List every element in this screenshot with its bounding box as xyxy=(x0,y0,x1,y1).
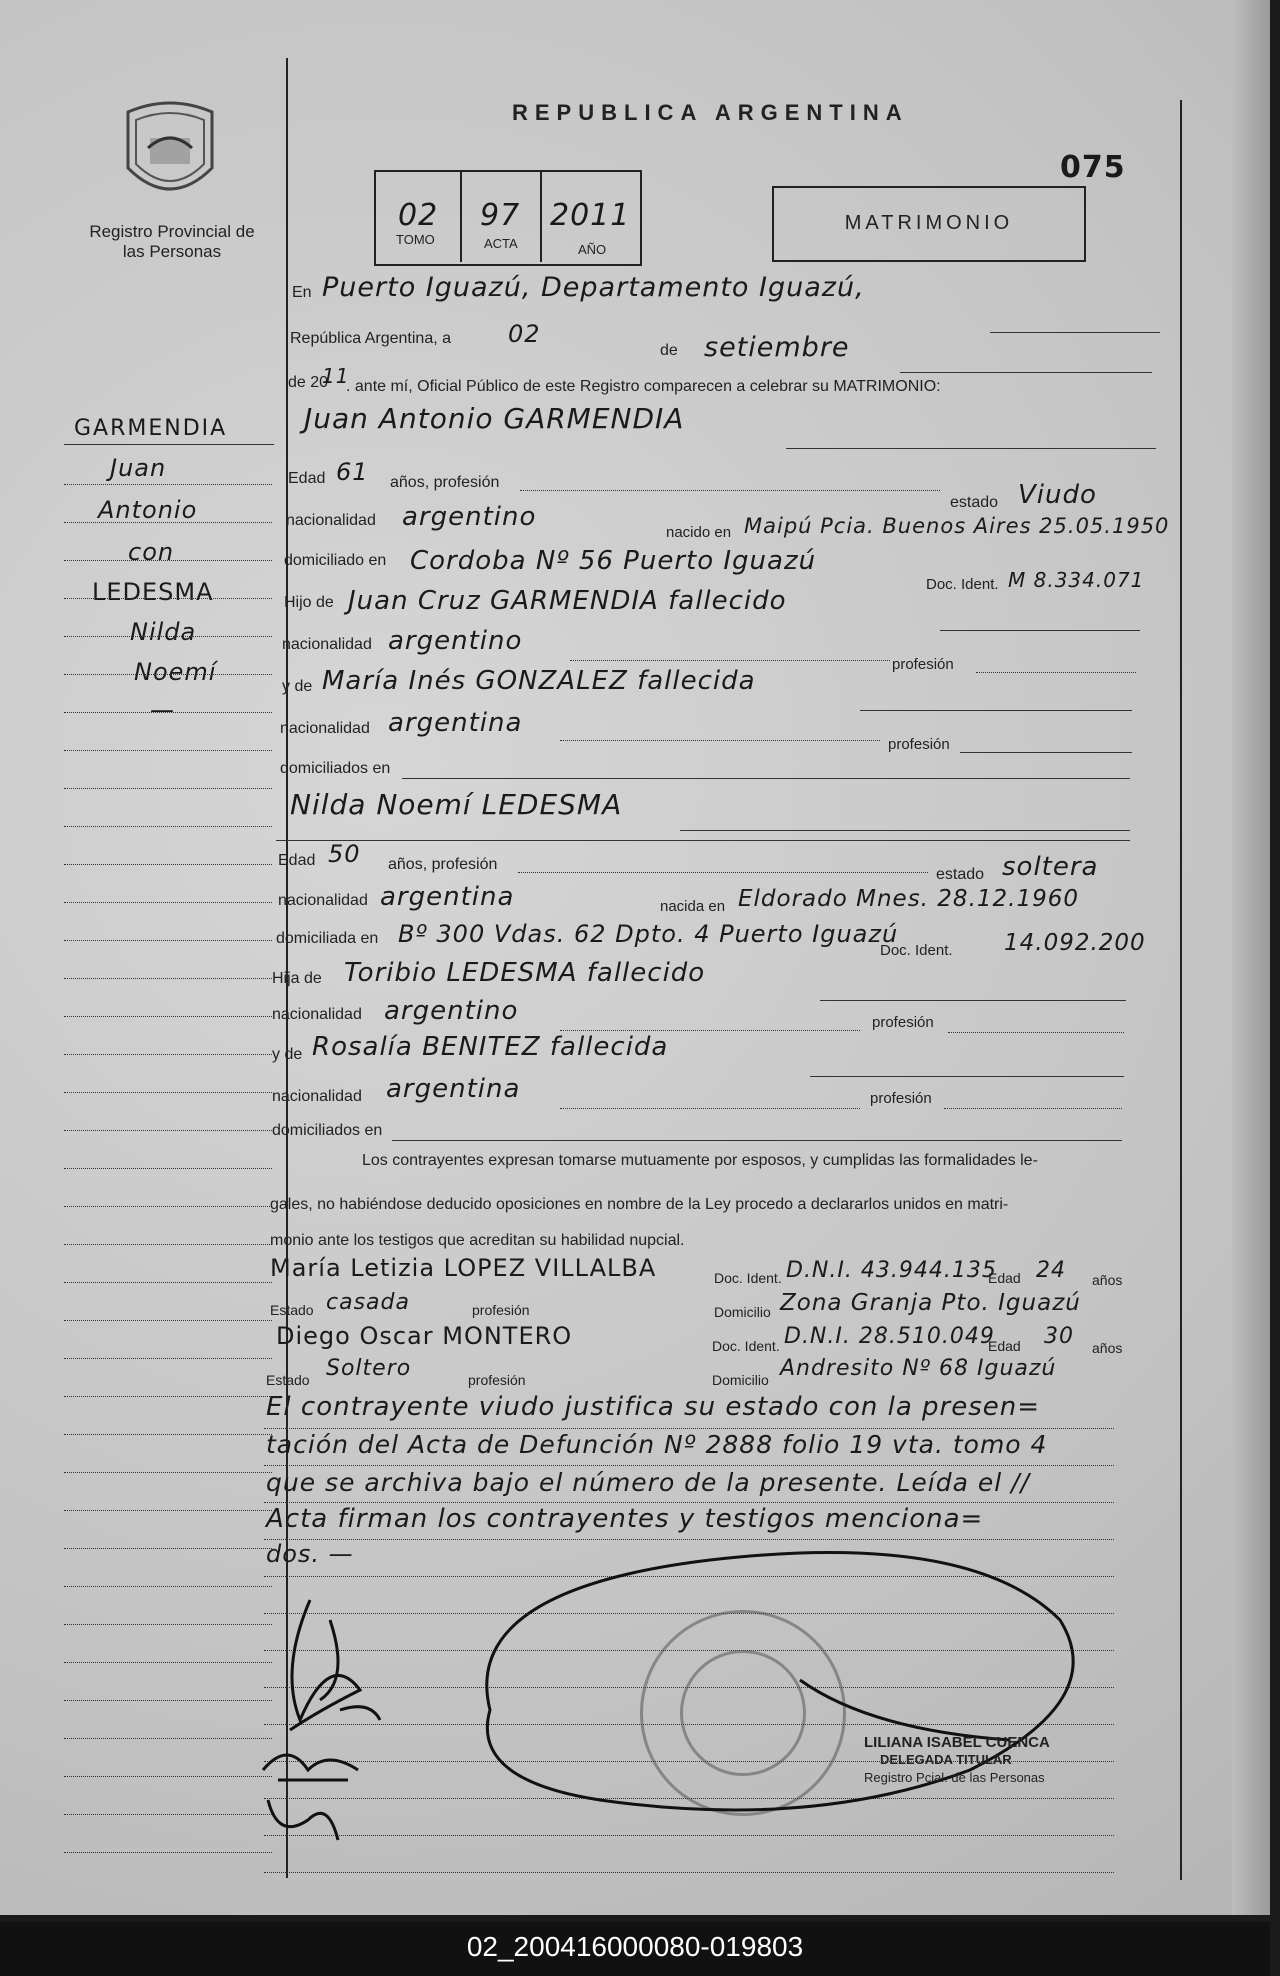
groom-nacido-label: nacido en xyxy=(666,524,732,541)
bride-estado: soltera xyxy=(1002,852,1099,882)
record-box-divider xyxy=(540,170,542,262)
ruled-line xyxy=(64,978,272,979)
ruled-line xyxy=(64,1662,272,1663)
ruled-line xyxy=(64,1700,272,1701)
record-box-divider xyxy=(460,170,462,262)
sidebar-line: Noemí xyxy=(134,658,217,686)
acta-label: ACTA xyxy=(484,236,518,251)
witness2-estado: Soltero xyxy=(326,1356,412,1381)
groom-father-nac-label: nacionalidad xyxy=(282,636,372,653)
bride-nacionalidad: argentina xyxy=(380,882,515,912)
ruled-line xyxy=(64,1548,272,1549)
ruled-line xyxy=(64,1396,272,1397)
bride-domicilio-label: domiciliada en xyxy=(276,930,379,947)
groom-edad-label: Edad xyxy=(288,470,326,487)
groom-yde-label: y de xyxy=(282,678,313,695)
provincial-seal xyxy=(118,98,222,206)
ruled-line xyxy=(64,788,272,789)
groom-profesion-label: años, profesión xyxy=(390,474,500,491)
page-edge xyxy=(1232,0,1270,1915)
bride-profesion-label: años, profesión xyxy=(388,856,498,873)
en-label: En xyxy=(292,284,312,301)
ruled-line xyxy=(64,1624,272,1625)
groom-domiciliados-label: domiciliados en xyxy=(280,760,391,777)
ruled-line xyxy=(64,484,272,485)
witness1-estado-label: Estado xyxy=(270,1302,314,1318)
official-title: DELEGADA TITULAR xyxy=(880,1752,1012,1767)
groom-mother: María Inés GONZALEZ fallecida xyxy=(322,666,756,696)
ruled-line xyxy=(64,1510,272,1511)
ruled-line xyxy=(64,560,272,561)
ante-text: . ante mí, Oficial Público de este Registro comparecen a celebrar su MATRIMONIO: xyxy=(346,378,941,395)
bride-nacionalidad-label: nacionalidad xyxy=(278,892,368,909)
sidebar-line: Antonio xyxy=(98,496,198,524)
sidebar-line: Nilda xyxy=(130,618,197,646)
groom-father: Juan Cruz GARMENDIA fallecido xyxy=(348,586,787,616)
ruled-line xyxy=(64,750,272,751)
bride-estado-label: estado xyxy=(936,866,985,883)
witness2-domicilio-label: Domicilio xyxy=(712,1372,769,1388)
bride-nacida: Eldorado Mnes. 28.12.1960 xyxy=(738,886,1079,912)
bride-father-nac: argentino xyxy=(384,996,519,1026)
groom-doc: M 8.334.071 xyxy=(1008,568,1145,592)
bride-nacida-label: nacida en xyxy=(660,898,726,915)
witness1-profesion-label: profesión xyxy=(472,1302,530,1318)
groom-nacionalidad: argentino xyxy=(402,502,537,532)
ruled-line xyxy=(64,1244,272,1245)
witness2-doc: D.N.I. 28.510.049 xyxy=(784,1324,995,1349)
ruled-line xyxy=(64,1738,272,1739)
sidebar-line: GARMENDIA xyxy=(74,416,228,441)
ruled-line xyxy=(64,864,272,865)
witness2-domicilio: Andresito Nº 68 Iguazú xyxy=(780,1356,1057,1381)
witness2-edad-label: Edad xyxy=(988,1338,1021,1354)
ruled-line xyxy=(264,1428,1114,1429)
groom-domicilio-label: domiciliado en xyxy=(284,552,387,569)
day-value: 02 xyxy=(508,320,541,348)
witness1-doc: D.N.I. 43.944.135 xyxy=(786,1258,997,1283)
ruled-line xyxy=(64,674,272,675)
tomo-value: 02 xyxy=(398,198,439,233)
ruled-line xyxy=(64,1092,272,1093)
ruled-line xyxy=(64,636,272,637)
witness1-doc-label: Doc. Ident. xyxy=(714,1270,782,1286)
ruled-line xyxy=(64,1814,272,1815)
witness1-estado: casada xyxy=(326,1290,410,1315)
official-name: LILIANA ISABEL CUENCA xyxy=(864,1734,1050,1751)
groom-doc-label: Doc. Ident. xyxy=(926,576,999,593)
groom-hijo-label: Hijo de xyxy=(284,594,334,611)
groom-estado: Viudo xyxy=(1018,480,1097,510)
bride-profesion3-label: profesión xyxy=(870,1090,932,1107)
witness1-edad-label: Edad xyxy=(988,1270,1021,1286)
ruled-line xyxy=(64,1320,272,1321)
bride-father: Toribio LEDESMA fallecido xyxy=(344,958,706,988)
ruled-line xyxy=(64,940,272,941)
ruled-line xyxy=(64,598,272,599)
witness2-edad: 30 xyxy=(1044,1324,1074,1349)
groom-nacionalidad-label: nacionalidad xyxy=(286,512,376,529)
sidebar-line: Juan xyxy=(110,454,167,482)
witness2-estado-label: Estado xyxy=(266,1372,310,1388)
year-label: de 20 xyxy=(288,374,329,391)
country-title: REPUBLICA ARGENTINA xyxy=(512,100,909,125)
ruled-line xyxy=(64,1130,272,1131)
witness1-domicilio-label: Domicilio xyxy=(714,1304,771,1320)
ruled-line xyxy=(64,1472,272,1473)
place-value: Puerto Iguazú, Departamento Iguazú, xyxy=(322,272,865,303)
bride-doc: 14.092.200 xyxy=(1004,930,1146,956)
bride-hija-label: Hija de xyxy=(272,970,322,987)
right-margin-rule xyxy=(1180,100,1182,1880)
ruled-line xyxy=(64,1586,272,1587)
record-type: MATRIMONIO xyxy=(844,212,1014,234)
witness1-edad: 24 xyxy=(1036,1258,1066,1283)
ruled-line xyxy=(64,1054,272,1055)
bride-edad-label: Edad xyxy=(278,852,316,869)
ruled-line xyxy=(64,1282,272,1283)
bride-father-nac-label: nacionalidad xyxy=(272,1006,362,1023)
ruled-line xyxy=(64,826,272,827)
month-value: setiembre xyxy=(704,332,850,363)
republica-label: República Argentina, a xyxy=(290,330,451,347)
registry-name: Registro Provincial de las Personas xyxy=(89,222,255,261)
sidebar-line: — xyxy=(150,696,175,724)
witness1-name: María Letizia LOPEZ VILLALBA xyxy=(270,1254,657,1282)
note-line: que se archiva bajo el número de la presente. Leída el // xyxy=(266,1468,1030,1497)
groom-father-nac: argentino xyxy=(388,626,523,656)
sidebar-line: LEDESMA xyxy=(92,578,214,606)
signature-groom xyxy=(270,1590,390,1740)
bride-domiciliados-label: domiciliados en xyxy=(272,1122,383,1139)
bride-domicilio: Bº 300 Vdas. 62 Dpto. 4 Puerto Iguazú xyxy=(398,920,899,948)
de-label: de xyxy=(660,342,678,359)
ruled-line xyxy=(64,1358,272,1359)
ruled-line xyxy=(64,522,272,523)
ruled-line xyxy=(264,1465,1114,1466)
ruled-line xyxy=(64,1852,272,1853)
witness2-name: Diego Oscar MONTERO xyxy=(276,1322,573,1350)
ruled-line xyxy=(64,1776,272,1777)
page-number: 075 xyxy=(1060,150,1126,185)
groom-edad: 61 xyxy=(336,458,369,486)
declaration-line-1: Los contrayentes expresan tomarse mutuamente por esposos, y cumplidas las formalidades le- xyxy=(362,1152,1038,1169)
groom-profesion2-label: profesión xyxy=(892,656,954,673)
witness2-profesion-label: profesión xyxy=(468,1372,526,1388)
groom-name: Juan Antonio GARMENDIA xyxy=(304,402,685,435)
ruled-line xyxy=(64,1434,272,1435)
bride-mother-nac: argentina xyxy=(386,1074,521,1104)
signature-bride xyxy=(258,1740,368,1850)
groom-domicilio: Cordoba Nº 56 Puerto Iguazú xyxy=(410,546,817,576)
year-value: 11 xyxy=(322,364,350,388)
groom-profesion3-label: profesión xyxy=(888,736,950,753)
document-id-caption: 02_200416000080-019803 xyxy=(0,1922,1270,1976)
ruled-line xyxy=(264,1872,1114,1873)
bride-name: Nilda Noemí LEDESMA xyxy=(290,788,623,821)
ano-label: AÑO xyxy=(578,242,607,257)
groom-mother-nac-label: nacionalidad xyxy=(280,720,370,737)
ruled-line xyxy=(64,902,272,903)
declaration-line-2: gales, no habiéndose deducido oposiciones en nombre de la Ley procedo a declararlos unidos en matri- xyxy=(270,1196,1009,1213)
sidebar-line: con xyxy=(128,538,175,566)
witness1-anos-label: años xyxy=(1092,1272,1123,1288)
official-office: Registro Pcial. de las Personas xyxy=(864,1770,1045,1785)
witness1-domicilio: Zona Granja Pto. Iguazú xyxy=(780,1290,1081,1316)
ruled-line xyxy=(64,1168,272,1169)
acta-value: 97 xyxy=(480,198,521,233)
ano-value: 2011 xyxy=(550,198,631,233)
bride-mother: Rosalía BENITEZ fallecida xyxy=(312,1032,669,1062)
witness2-doc-label: Doc. Ident. xyxy=(712,1338,780,1354)
bride-profesion2-label: profesión xyxy=(872,1014,934,1031)
note-line: dos. — xyxy=(266,1540,354,1568)
bride-edad: 50 xyxy=(328,840,361,868)
ruled-line xyxy=(64,712,272,713)
groom-estado-label: estado xyxy=(950,494,999,511)
note-line: tación del Acta de Defunción Nº 2888 folio 19 vta. tomo 4 xyxy=(266,1430,1048,1459)
tomo-label: TOMO xyxy=(396,232,435,247)
note-line: Acta firman los contrayentes y testigos menciona= xyxy=(266,1504,984,1534)
groom-nacido: Maipú Pcia. Buenos Aires 25.05.1950 xyxy=(744,514,1170,538)
ruled-line xyxy=(64,1016,272,1017)
ruled-line xyxy=(64,1206,272,1207)
witness2-anos-label: años xyxy=(1092,1340,1123,1356)
bride-yde-label: y de xyxy=(272,1046,303,1063)
bride-mother-nac-label: nacionalidad xyxy=(272,1088,362,1105)
ruled-line xyxy=(264,1835,1114,1836)
ruled-line xyxy=(264,1502,1114,1503)
bride-doc-label: Doc. Ident. xyxy=(880,942,953,959)
declaration-line-3: monio ante los testigos que acreditan su habilidad nupcial. xyxy=(270,1232,685,1249)
groom-mother-nac: argentina xyxy=(388,708,523,738)
note-line: El contrayente viudo justifica su estado con la presen= xyxy=(266,1392,1041,1422)
